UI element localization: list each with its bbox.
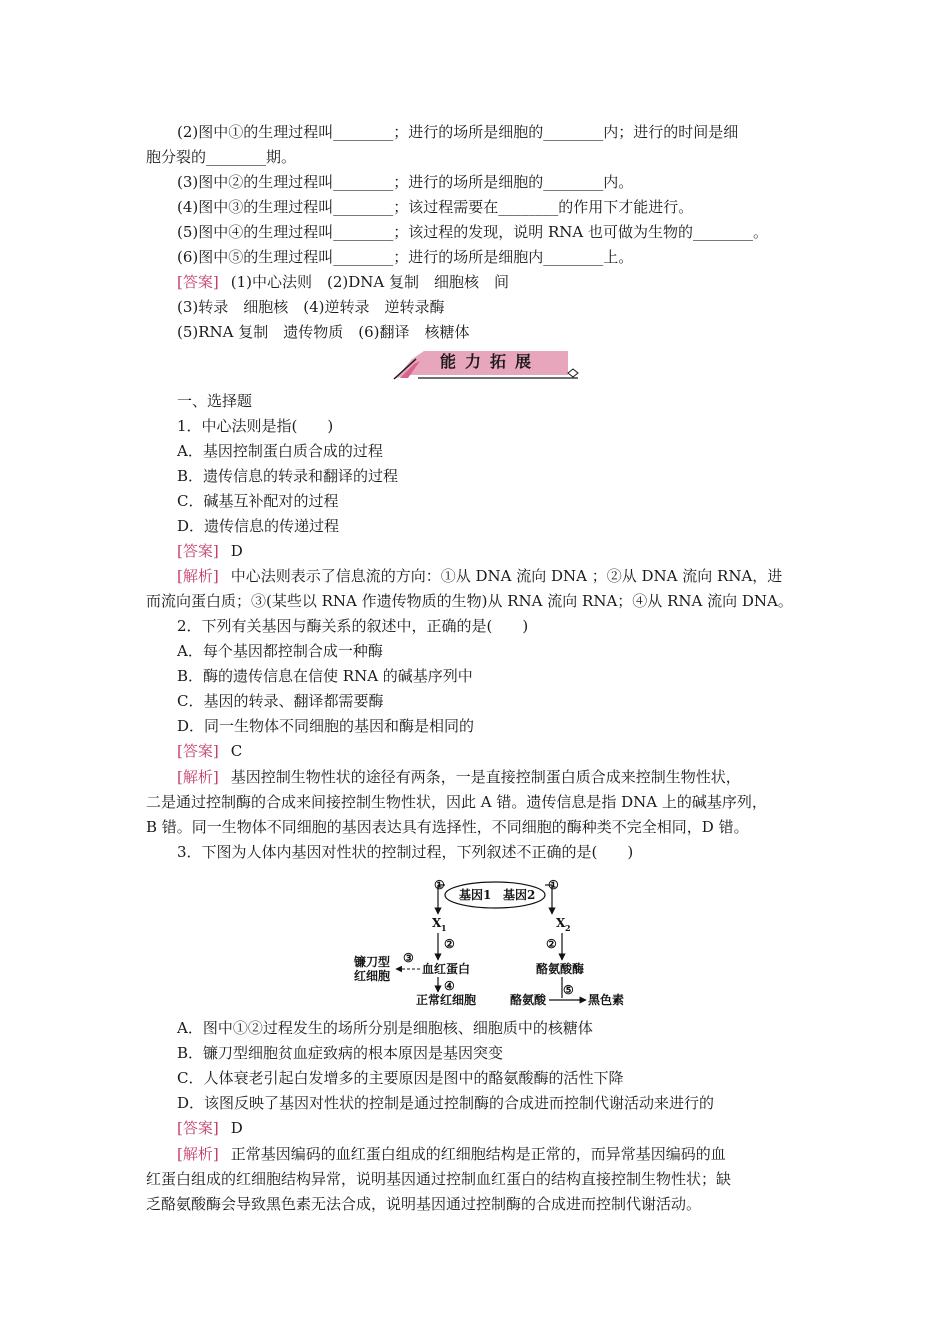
q2-analysis-2: 二是通过控制酶的合成来间接控制生物性状，因此 A 错。遗传信息是指 DNA 上的碱基序列， xyxy=(146,793,767,811)
sickle-label-1: 镰刀型 xyxy=(354,955,391,969)
q2-option-a: A．每个基因都控制合成一种酶 xyxy=(177,642,383,660)
step-4: ④ xyxy=(444,979,455,993)
step-1-left: ① xyxy=(434,878,445,892)
analysis-tag: [解析] xyxy=(177,1145,219,1163)
answer-tag: [答案] xyxy=(177,542,219,560)
q3-option-c: C．人体衰老引起白发增多的主要原因是图中的酪氨酸酶的活性下降 xyxy=(177,1069,624,1087)
q2-option-d: D．同一生物体不同细胞的基因和酶是相同的 xyxy=(177,717,475,735)
question-3-line: (3)图中②的生理过程叫________；进行的场所是细胞的________内。 xyxy=(177,173,634,191)
q1-stem: 1．中心法则是指( ) xyxy=(177,417,334,435)
step-2-left: ② xyxy=(444,937,455,951)
q1-option-c: C．碱基互补配对的过程 xyxy=(177,492,339,510)
top-answer-text-1: (1)中心法则 (2)DNA 复制 细胞核 间 xyxy=(230,273,509,291)
banner-title: 能力拓展 xyxy=(439,352,540,371)
q3-stem: 3．下图为人体内基因对性状的控制过程，下列叙述不正确的是( ) xyxy=(177,843,634,861)
q3-analysis-text-1: 正常基因编码的血红蛋白组成的红细胞结构是正常的，而异常基因编码的血 xyxy=(230,1145,726,1163)
x1-label: X xyxy=(432,916,442,930)
q1-option-d: D．遗传信息的传递过程 xyxy=(177,517,340,535)
question-6-line: (6)图中⑤的生理过程叫________；进行的场所是细胞内________上。 xyxy=(177,248,634,266)
melanin-label: 黑色素 xyxy=(588,993,625,1007)
q3-answer-value: D xyxy=(230,1119,243,1137)
q2-answer xyxy=(177,739,814,764)
step-1-right: ① xyxy=(548,878,559,892)
sickle-label-2: 红细胞 xyxy=(354,969,391,983)
q3-option-d: D．该图反映了基因对性状的控制是通过控制酶的合成进而控制代谢活动来进行的 xyxy=(177,1094,715,1112)
question-4-line: (4)图中③的生理过程叫________；该过程需要在________的作用下才能进行。 xyxy=(177,198,694,216)
q3-analysis-2: 红蛋白组成的红细胞结构异常，说明基因通过控制血红蛋白的结构直接控制生物性状；缺 xyxy=(146,1170,732,1188)
answer-tag: [答案] xyxy=(177,273,219,291)
q1-answer xyxy=(177,539,814,564)
question-5-line: (5)图中④的生理过程叫________；该过程的发现，说明 RNA 也可做为生物的________。 xyxy=(177,223,769,241)
x2-label: X xyxy=(556,916,566,930)
gene1-label: 基因1 xyxy=(459,888,492,902)
q2-analysis-1 xyxy=(177,765,814,790)
q2-option-c: C．基因的转录、翻译都需要酶 xyxy=(177,692,384,710)
q1-analysis-2: 而流向蛋白质；③(某些以 RNA 作遗传物质的生物)从 RNA 流向 RNA；④从 RNA 流向 DNA。 xyxy=(146,592,793,610)
q2-option-b: B．酶的遗传信息在信使 RNA 的碱基序列中 xyxy=(177,667,473,685)
q1-analysis-1 xyxy=(177,564,814,589)
q2-stem: 2．下列有关基因与酶关系的叙述中，正确的是( ) xyxy=(177,617,529,635)
top-answer-line xyxy=(177,270,814,295)
q1-analysis-text-1: 中心法则表示了信息流的方向：①从 DNA 流向 DNA ；②从 DNA 流向 RNA，进 xyxy=(230,567,783,585)
q3-answer xyxy=(177,1116,814,1141)
hemoglobin-label: 血红蛋白 xyxy=(422,962,471,976)
tyrosine-label: 酪氨酸 xyxy=(510,993,547,1007)
x2-subscript: 2 xyxy=(565,923,571,933)
step-5: ⑤ xyxy=(563,983,574,997)
q3-analysis-1 xyxy=(177,1142,814,1167)
q3-option-a: A．图中①②过程发生的场所分别是细胞核、细胞质中的核糖体 xyxy=(177,1019,593,1037)
top-answer-text-3: (5)RNA 复制 遗传物质 (6)翻译 核糖体 xyxy=(177,323,470,341)
normal-rbc-label: 正常红细胞 xyxy=(416,993,477,1007)
section-banner xyxy=(390,345,586,381)
top-answer-text-2: (3)转录 细胞核 (4)逆转录 逆转录酶 xyxy=(177,298,445,316)
diagram-svg xyxy=(352,876,632,1010)
section-title: 一、选择题 xyxy=(177,392,253,410)
q2-analysis-3: B 错。同一生物体不同细胞的基因表达具有选择性，不同细胞的酶种类不完全相同，D 错。 xyxy=(146,818,749,836)
x1-subscript: 1 xyxy=(441,923,447,933)
tyrosinase-label: 酪氨酸酶 xyxy=(536,962,585,976)
gene-control-diagram xyxy=(352,876,632,1010)
answer-tag: [答案] xyxy=(177,1119,219,1137)
q3-analysis-3: 乏酪氨酸酶会导致黑色素无法合成，说明基因通过控制酶的合成进而控制代谢活动。 xyxy=(146,1195,702,1213)
step-3: ③ xyxy=(403,951,414,965)
q1-option-b: B．遗传信息的转录和翻译的过程 xyxy=(177,467,399,485)
analysis-tag: [解析] xyxy=(177,768,219,786)
gene2-label: 基因2 xyxy=(503,888,536,902)
question-2-continued: 胞分裂的________期。 xyxy=(146,148,297,166)
q1-answer-value: D xyxy=(230,542,243,560)
q2-answer-value: C xyxy=(230,742,243,760)
analysis-tag: [解析] xyxy=(177,567,219,585)
question-2-line: (2)图中①的生理过程叫________；进行的场所是细胞的________内；进行的时间是细 xyxy=(177,123,739,141)
step-2-right: ② xyxy=(546,937,557,951)
q3-option-b: B．镰刀型细胞贫血症致病的根本原因是基因突变 xyxy=(177,1044,504,1062)
answer-tag: [答案] xyxy=(177,742,219,760)
q2-analysis-text-1: 基因控制生物性状的途径有两条，一是直接控制蛋白质合成来控制生物性状， xyxy=(230,768,741,786)
q1-option-a: A．基因控制蛋白质合成的过程 xyxy=(177,442,383,460)
